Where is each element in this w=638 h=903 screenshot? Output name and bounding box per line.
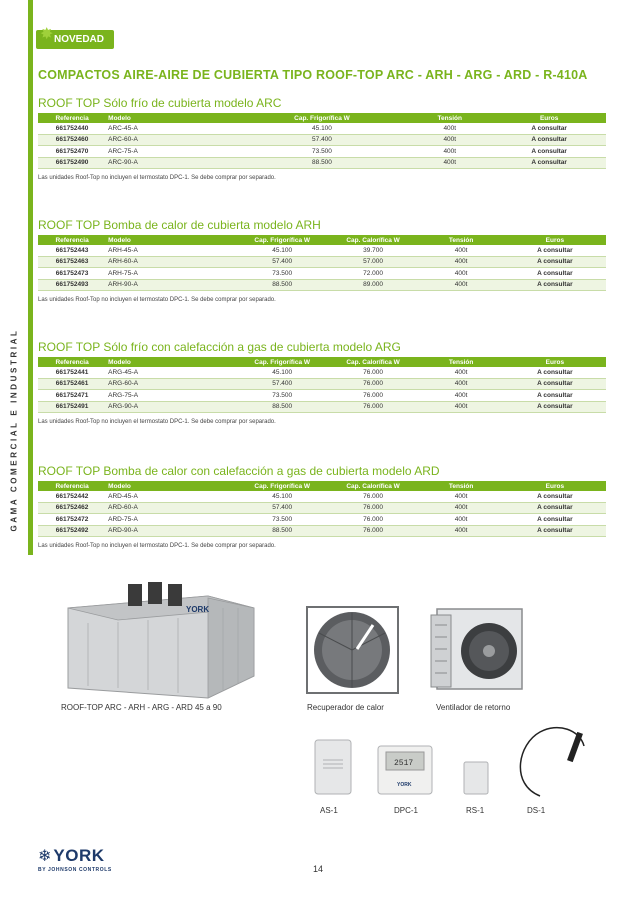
york-logo (38, 846, 112, 873)
cell-model: ARH-90-A (106, 279, 237, 291)
cell-euros: A consultar (492, 134, 606, 146)
cell-model: ARD-90-A (106, 525, 237, 537)
col-header: Referencia (38, 357, 106, 367)
cell-cap-frig: 88.500 (237, 157, 407, 169)
cell-ref: 661752491 (38, 401, 106, 413)
cell-tension: 400t (407, 146, 492, 158)
col-header: Cap. Calorífica W (328, 481, 419, 491)
cell-euros: A consultar (492, 146, 606, 158)
cell-tension: 400t (419, 367, 504, 378)
cell-tension: 400t (419, 378, 504, 390)
section-arh (38, 218, 606, 303)
cell-model: ARC-45-A (106, 123, 237, 134)
col-header: Cap. Calorífica W (328, 357, 419, 367)
cell-model: ARH-75-A (106, 268, 237, 280)
col-header: Tensión (419, 481, 504, 491)
cell-model: ARC-75-A (106, 146, 237, 158)
col-header: Euros (492, 113, 606, 123)
cell-ref: 661752463 (38, 256, 106, 268)
sidebar-accent-bar (28, 0, 33, 555)
section-arg (38, 340, 606, 425)
cell-euros: A consultar (504, 525, 606, 537)
cell-cap-frig: 45.100 (237, 245, 328, 256)
cell-ref: 661752461 (38, 378, 106, 390)
dpc1-image (376, 744, 434, 796)
cell-model: ARC-90-A (106, 157, 237, 169)
cell-cap-frig: 57.400 (237, 502, 328, 514)
col-header: Modelo (106, 235, 237, 245)
col-header: Euros (504, 357, 606, 367)
col-header: Cap. Calorífica W (328, 235, 419, 245)
cell-tension: 400t (419, 502, 504, 514)
note: Las unidades Roof-Top no incluyen el termostato DPC-1. Se debe comprar por separado. (38, 419, 276, 425)
cell-cap-cal: 89.000 (328, 279, 419, 291)
return-fan-image (427, 603, 527, 695)
cell-cap-frig: 57.400 (237, 134, 407, 146)
cell-ref: 661752441 (38, 367, 106, 378)
col-header: Cap. Frigorífica W (237, 113, 407, 123)
section-title: ROOF TOP Bomba de calor de cubierta modelo ARH (38, 218, 321, 232)
novedad-badge: NOVEDAD (36, 30, 114, 49)
cell-model: ARD-60-A (106, 502, 237, 514)
cell-model: ARD-45-A (106, 491, 237, 502)
cell-tension: 400t (419, 491, 504, 502)
dpc1-display: 2517 (394, 759, 414, 768)
sidebar (0, 0, 28, 903)
cell-ref: 661752440 (38, 123, 106, 134)
table-row (38, 514, 606, 526)
col-header: Tensión (419, 357, 504, 367)
cell-tension: 400t (419, 401, 504, 413)
cell-euros: A consultar (504, 279, 606, 291)
price-table-arg (38, 357, 606, 413)
cell-ref: 661752470 (38, 146, 106, 158)
table-row (38, 491, 606, 502)
cell-model: ARC-60-A (106, 134, 237, 146)
cell-cap-frig: 73.500 (237, 268, 328, 280)
cell-euros: A consultar (504, 390, 606, 402)
ds1-caption: DS-1 (527, 806, 546, 815)
cell-cap-frig: 73.500 (237, 146, 407, 158)
as1-caption: AS-1 (320, 806, 338, 815)
col-header: Modelo (106, 113, 237, 123)
dpc1-caption: DPC-1 (394, 806, 419, 815)
table-row (38, 525, 606, 537)
note: Las unidades Roof-Top no incluyen el termostato DPC-1. Se debe comprar por separado. (38, 175, 276, 181)
section-title: ROOF TOP Bomba de calor con calefacción a gas de cubierta modelo ARD (38, 464, 440, 478)
cell-tension: 400t (407, 123, 492, 134)
return-fan-caption: Ventilador de retorno (436, 703, 511, 712)
cell-tension: 400t (419, 514, 504, 526)
table-row (38, 401, 606, 413)
cell-tension: 400t (419, 390, 504, 402)
cell-cap-frig: 57.400 (237, 256, 328, 268)
page-title: COMPACTOS AIRE-AIRE DE CUBIERTA TIPO ROOF-TOP ARC - ARH - ARG - ARD - R-410A (38, 68, 588, 82)
cell-euros: A consultar (504, 401, 606, 413)
table-row (38, 378, 606, 390)
cell-euros: A consultar (504, 514, 606, 526)
cell-cap-frig: 57.400 (237, 378, 328, 390)
price-table-arh (38, 235, 606, 291)
footer-brand: YORK (53, 846, 105, 865)
page-number: 14 (313, 864, 324, 874)
cell-ref: 661752443 (38, 245, 106, 256)
cell-model: ARD-75-A (106, 514, 237, 526)
cell-cap-cal: 39.700 (328, 245, 419, 256)
col-header: Cap. Frigorífica W (237, 357, 328, 367)
cell-ref: 661752472 (38, 514, 106, 526)
section-title: ROOF TOP Sólo frío de cubierta modelo ARC (38, 96, 282, 110)
cell-cap-frig: 45.100 (237, 491, 328, 502)
cell-cap-cal: 76.000 (328, 514, 419, 526)
as1-image (313, 738, 353, 796)
col-header: Modelo (106, 357, 237, 367)
cell-euros: A consultar (504, 367, 606, 378)
ds1-image (510, 724, 592, 800)
cell-model: ARG-90-A (106, 401, 237, 413)
cell-model: ARG-45-A (106, 367, 237, 378)
section-ard (38, 464, 606, 549)
cell-cap-frig: 88.500 (237, 279, 328, 291)
col-header: Cap. Frigorífica W (237, 235, 328, 245)
cell-cap-frig: 73.500 (237, 514, 328, 526)
cell-euros: A consultar (504, 378, 606, 390)
table-row (38, 245, 606, 256)
col-header: Referencia (38, 113, 106, 123)
cell-tension: 400t (419, 245, 504, 256)
cell-euros: A consultar (504, 502, 606, 514)
cell-tension: 400t (419, 268, 504, 280)
cell-model: ARH-60-A (106, 256, 237, 268)
col-header: Euros (504, 481, 606, 491)
cell-ref: 661752492 (38, 525, 106, 537)
cell-cap-cal: 57.000 (328, 256, 419, 268)
cell-ref: 661752490 (38, 157, 106, 169)
cell-cap-cal: 76.000 (328, 390, 419, 402)
note: Las unidades Roof-Top no incluyen el termostato DPC-1. Se debe comprar por separado. (38, 297, 276, 303)
table-row (38, 134, 606, 146)
section-title: ROOF TOP Sólo frío con calefacción a gas de cubierta modelo ARG (38, 340, 401, 354)
cell-tension: 400t (407, 157, 492, 169)
cell-cap-cal: 72.000 (328, 268, 419, 280)
table-row (38, 390, 606, 402)
cell-ref: 661752471 (38, 390, 106, 402)
col-header: Tensión (419, 235, 504, 245)
star-icon: ✸ (40, 26, 54, 43)
col-header: Referencia (38, 481, 106, 491)
col-header: Cap. Frigorífica W (237, 481, 328, 491)
cell-cap-frig: 88.500 (237, 401, 328, 413)
table-row (38, 157, 606, 169)
cell-ref: 661752460 (38, 134, 106, 146)
cell-tension: 400t (419, 256, 504, 268)
cell-euros: A consultar (504, 256, 606, 268)
cell-euros: A consultar (504, 245, 606, 256)
unit-logo: YORK (186, 605, 210, 614)
table-row (38, 502, 606, 514)
cell-tension: 400t (419, 279, 504, 291)
cell-model: ARH-45-A (106, 245, 237, 256)
sidebar-label: GAMA COMERCIAL E INDUSTRIAL (9, 328, 19, 532)
cell-tension: 400t (419, 525, 504, 537)
table-row (38, 268, 606, 280)
cell-euros: A consultar (504, 491, 606, 502)
col-header: Modelo (106, 481, 237, 491)
cell-ref: 661752473 (38, 268, 106, 280)
cell-cap-frig: 88.500 (237, 525, 328, 537)
cell-model: ARG-60-A (106, 378, 237, 390)
cell-tension: 400t (407, 134, 492, 146)
cell-cap-frig: 73.500 (237, 390, 328, 402)
cell-cap-frig: 45.100 (237, 123, 407, 134)
cell-ref: 661752493 (38, 279, 106, 291)
col-header: Tensión (407, 113, 492, 123)
rooftop-caption: ROOF-TOP ARC - ARH - ARG - ARD 45 a 90 (61, 703, 222, 712)
heat-recovery-image (305, 605, 400, 695)
cell-ref: 661752462 (38, 502, 106, 514)
cell-cap-cal: 76.000 (328, 378, 419, 390)
table-row (38, 146, 606, 158)
cell-euros: A consultar (504, 268, 606, 280)
cell-cap-cal: 76.000 (328, 491, 419, 502)
note: Las unidades Roof-Top no incluyen el termostato DPC-1. Se debe comprar por separado. (38, 543, 276, 549)
price-table-arc (38, 113, 606, 169)
col-header: Referencia (38, 235, 106, 245)
cell-euros: A consultar (492, 157, 606, 169)
rooftop-unit-image (58, 578, 258, 703)
table-row (38, 123, 606, 134)
table-row (38, 279, 606, 291)
cell-cap-cal: 76.000 (328, 401, 419, 413)
rs1-image (462, 760, 490, 796)
col-header: Euros (504, 235, 606, 245)
snowflake-icon: ❄ (38, 848, 52, 865)
cell-euros: A consultar (492, 123, 606, 134)
cell-cap-frig: 45.100 (237, 367, 328, 378)
footer-brand-sub: BY JOHNSON CONTROLS (38, 867, 112, 873)
rs1-caption: RS-1 (466, 806, 485, 815)
section-arc (38, 96, 606, 181)
cell-cap-cal: 76.000 (328, 367, 419, 378)
cell-cap-cal: 76.000 (328, 525, 419, 537)
cell-model: ARG-75-A (106, 390, 237, 402)
table-row (38, 256, 606, 268)
cell-ref: 661752442 (38, 491, 106, 502)
dpc1-logo: YORK (397, 782, 412, 788)
price-table-ard (38, 481, 606, 537)
table-row (38, 367, 606, 378)
cell-cap-cal: 76.000 (328, 502, 419, 514)
heat-recovery-caption: Recuperador de calor (307, 703, 384, 712)
